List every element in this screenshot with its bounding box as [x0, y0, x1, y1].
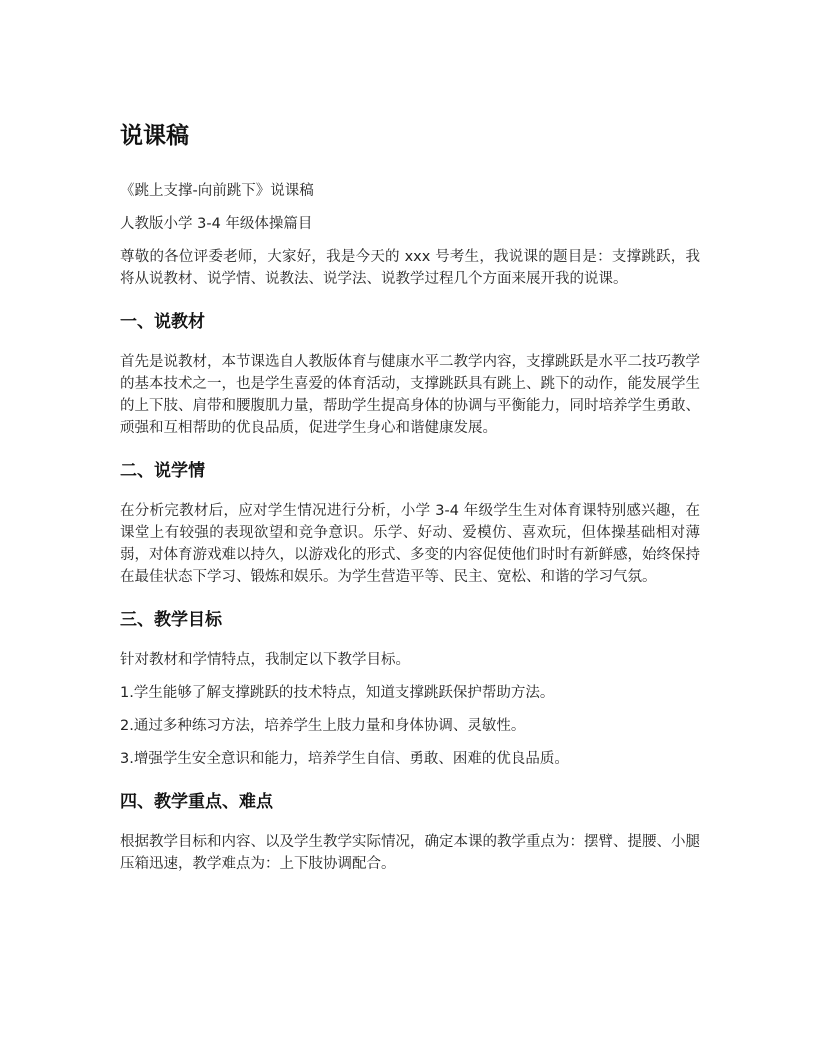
section-students	[120, 459, 700, 588]
section-paragraph: 针对教材和学情特点，我制定以下教学目标。	[120, 652, 410, 668]
section-objectives	[120, 608, 700, 770]
section-heading: 三、教学目标	[120, 610, 222, 630]
section-paragraph: 在分析完教材后，应对学生情况进行分析，小学 3-4 年级学生生对体育课特别感兴趣，在课堂上有较强的表现欲望和竞争意识。乐学、好动、爱模仿、喜欢玩，但体操基础相对薄弱，对体育游戏难以持久，以游戏化的形式、多变的内容促使他们时时有新鲜感，始终保持在最佳状态下学习、锻炼和娱乐。为学生营造平等、民主、宽松、和谐的学习气氛。	[120, 503, 700, 585]
section-paragraph: 首先是说教材，本节课选自人教版体育与健康水平二教学内容，支撑跳跃是水平二技巧教学的基本技术之一，也是学生喜爱的体育活动，支撑跳跃具有跳上、跳下的动作，能发展学生的上下肢、肩带和腰腹肌力量，帮助学生提高身体的协调与平衡能力，同时培养学生勇敢、顽强和互相帮助的优良品质，促进学生身心和谐健康发展。	[120, 354, 700, 436]
document-page	[120, 120, 700, 886]
opening-paragraph: 尊敬的各位评委老师，大家好，我是今天的 xxx 号考生，我说课的题目是：支撑跳跃，我将从说教材、说学情、说教法、说学法、说教学过程几个方面来展开我的说课。	[120, 249, 700, 287]
objective-item: 1.学生能够了解支撑跳跃的技术特点，知道支撑跳跃保护帮助方法。	[120, 685, 555, 701]
section-heading: 一、说教材	[120, 312, 205, 332]
section-textbook	[120, 310, 700, 439]
page-title: 说课稿	[120, 123, 189, 149]
objective-item: 3.增强学生安全意识和能力，培养学生自信、勇敢、困难的优良品质。	[120, 751, 569, 767]
objective-item: 2.通过多种练习方法，培养学生上肢力量和身体协调、灵敏性。	[120, 718, 526, 734]
textbook-line: 人教版小学 3-4 年级体操篇目	[120, 216, 313, 232]
lesson-title-line: 《跳上支撑-向前跳下》说课稿	[120, 183, 314, 199]
section-paragraph: 根据教学目标和内容、以及学生教学实际情况，确定本课的教学重点为：摆臂、提腰、小腿压箱迅速，教学难点为：上下肢协调配合。	[120, 834, 700, 872]
section-heading: 二、说学情	[120, 461, 205, 481]
section-key-points	[120, 790, 700, 875]
section-heading: 四、教学重点、难点	[120, 792, 273, 812]
